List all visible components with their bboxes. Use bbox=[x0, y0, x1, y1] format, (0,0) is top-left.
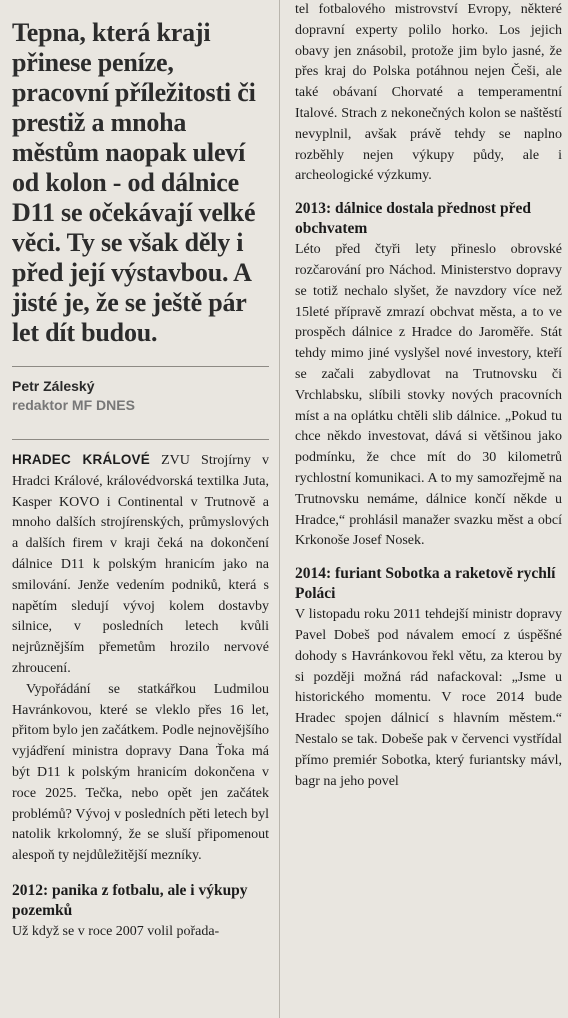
paragraph-havrankova: Vypořádání se statkářkou Ludmilou Havránkovou, které se vleklo přes 16 let, přitom bylo jen začátkem. Podle nejnovějšího vyjádření ministra dopravy Dana Ťoka má být D11 k polským hranicím dokončena v roce 2025. Tečka, nebo opět jen začátek problémů? Vývoj v posledních pěti letech byl natolik krkolomný, že se sluší připomenout alespoň ty nejdůležitější mezníky. bbox=[12, 681, 269, 864]
article-lead: Tepna, která kraji přinese peníze, pracovní příležitosti či prestiž a mnoha městům naopak uleví od kolon - od dálnice D11 se očekávají velké věci. Ty se však děly i před její výstavbou. A jisté je, že se ještě pár let dít budou. bbox=[12, 18, 256, 347]
paragraph-intro bbox=[12, 450, 269, 680]
subhead-2013: 2013: dálnice dostala přednost před obchvatem bbox=[295, 200, 531, 238]
subhead-2012: 2012: panika z fotbalu, ale i výkupy pozemků bbox=[12, 881, 248, 919]
author-role: redaktor MF DNES bbox=[12, 397, 135, 413]
dateline: HRADEC KRÁLOVÉ bbox=[12, 452, 150, 467]
left-column bbox=[0, 0, 280, 1018]
subhead-2014: 2014: furiant Sobotka a raketově rychlí Poláci bbox=[295, 565, 556, 603]
paragraph-2014: V listopadu roku 2011 tehdejší ministr dopravy Pavel Dobeš pod návalem emocí z úspěšné dohody s Havránkovou řekl větu, za kterou by si později možná rád nafackoval: „Jsme u historického momentu. V roce 2014 bude Hradec spojen dálnicí s hlavním městem.“ Nestalo se tak. Dobeše pak v červenci vystřídal přímo premiér Sobotka, který furiantsky mávl, bagr na jeho povel bbox=[295, 607, 562, 789]
paragraph-2012-continued: tel fotbalového mistrovství Evropy, některé dopravní experty polilo horko. Los jejich obavy jen znásobil, protože jim bylo jasné, že přes kraj do Polska potáhnou nejen Češi, ale také obávaní Chorvaté a temperamentní Italové. Strach z nekonečných kolon se naštěstí nevyplnil, avšak právě tehdy se naplno rozběhly nejen výkupy půdy, ale i archeologické výzkumy. bbox=[295, 2, 562, 184]
right-column bbox=[287, 0, 568, 1018]
paragraph-2012-start: Už když se v roce 2007 volil pořada- bbox=[12, 923, 220, 939]
author-name: Petr Záleský bbox=[12, 378, 95, 394]
paragraph-2013: Léto před čtyři lety přineslo obrovské rozčarování pro Náchod. Ministerstvo dopravy se totiž nechalo slyšet, že navzdory více než 15leté přípravě zmrazí obchvat města, a to ve prospěch dálnice z Hradce do Jaroměře. Stát tehdy mimo jiné vyslyšel nové investory, kteří se začali zabydlovat na Trutnovsku či Vrchlabsku, slíbili stovky nových pracovních míst a na oplátku chtěli slib dálnice. „Pokud tu chce někdo investovat, dává si většinou jako podmínku, že chce mít do 30 kilometrů rychlostní komunikaci. A to my samozřejmě na Trutnovsku nemáme, dálnice končí někde u Hradce,“ prohlásil manažer svazku měst a obcí Krkonoše Josef Nosek. bbox=[295, 242, 562, 549]
byline bbox=[12, 367, 269, 439]
paragraph-intro-text: ZVU Strojírny v Hradci Králové, královédvorská textilka Juta, Kasper KOVO i Continental v Trutnově a mnoho dalších strojírenských, průmyslových a dalších firem v kraji čeká na dokončení dálnice D11 k polským hranicím jako na smilování. Jenže vedením podniků, která s napětím sledují vývoj kolem dostavby silnice, v posledních letech kvůli nejrůznějším přemetům hrozilo nervové zhroucení. bbox=[12, 453, 269, 676]
